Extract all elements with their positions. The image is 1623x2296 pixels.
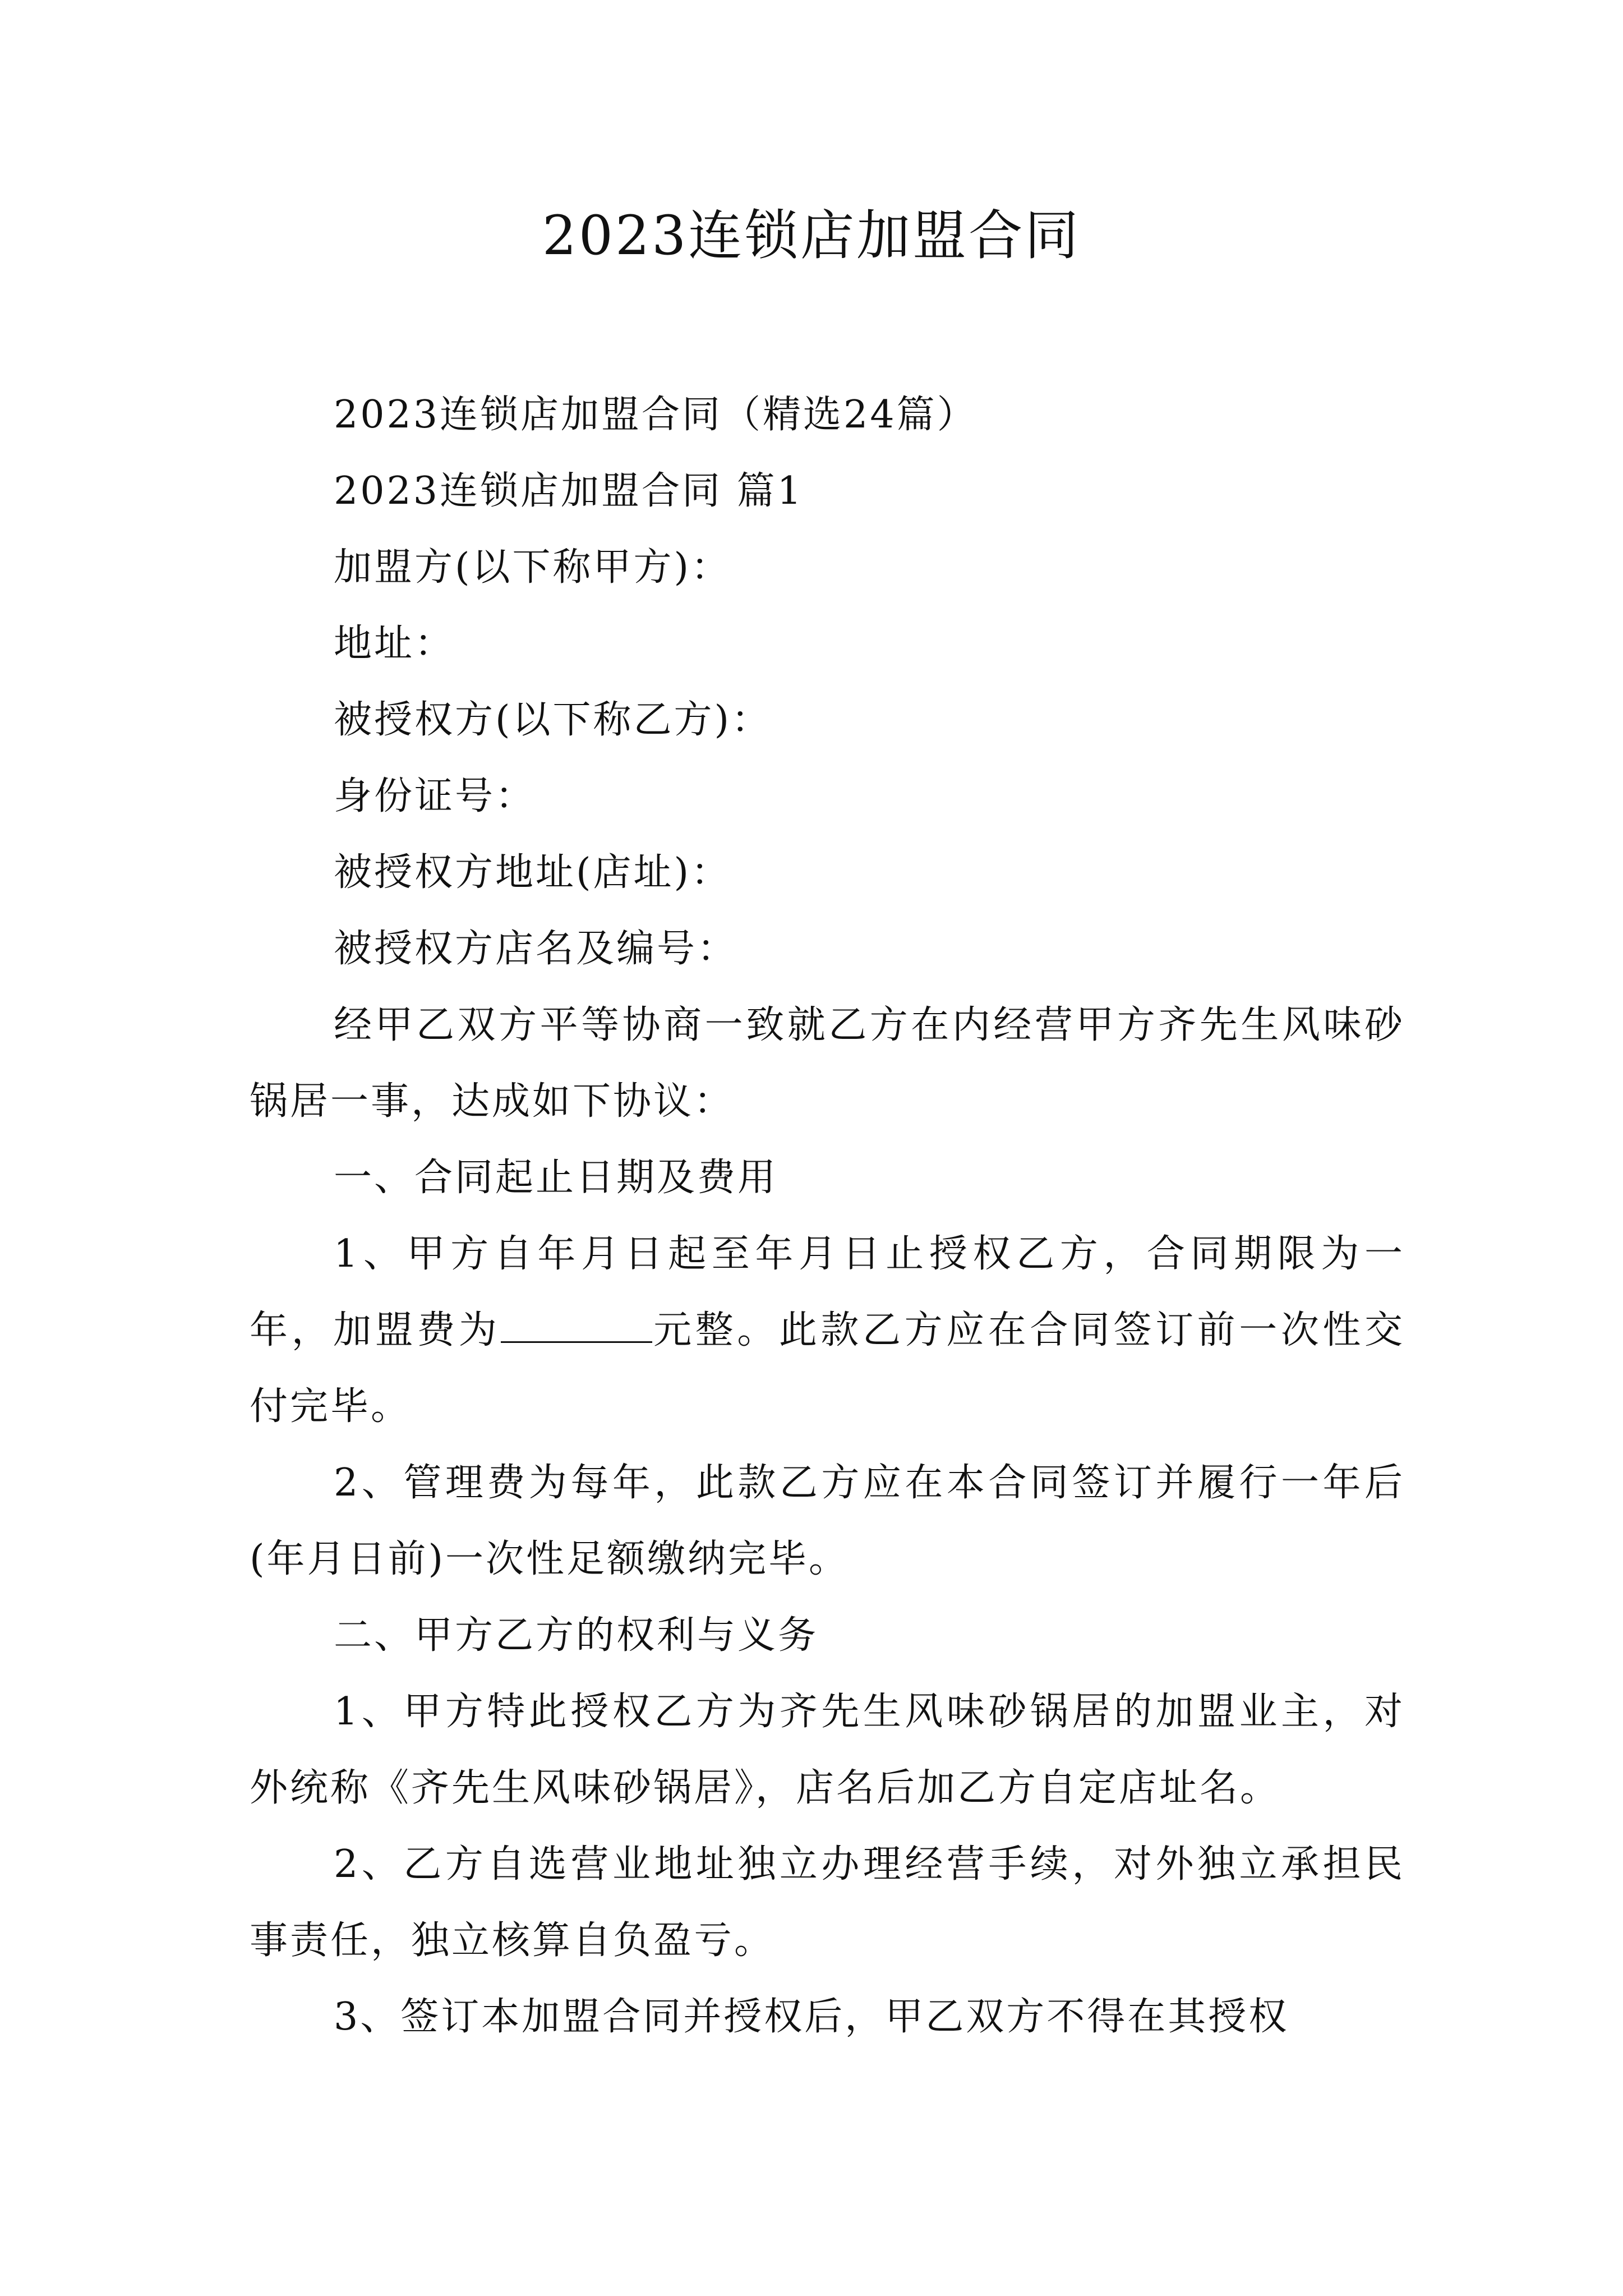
clause-1-1-text-a: 1、甲方自年月日起至年月日止授权乙方，合同期限为一年，加盟费为 bbox=[250, 1232, 1405, 1352]
paragraph-address: 地址： bbox=[334, 622, 455, 666]
paragraph-licensee: 被授权方(以下称乙方)： bbox=[334, 698, 772, 742]
paragraph-heading-two: 二、甲方乙方的权利与义务 bbox=[334, 1613, 819, 1658]
paragraph-agreement-intro: 经甲乙双方平等协商一致就乙方在内经营甲方齐先生风味砂锅居一事，达成如下协议： bbox=[250, 1003, 1405, 1124]
paragraph-clause-1-1 bbox=[250, 1216, 1405, 1445]
fee-blank-line bbox=[501, 1308, 652, 1343]
paragraph-licensee-address: 被授权方地址(店址)： bbox=[334, 850, 732, 895]
document-title: 2023连锁店加盟合同 bbox=[542, 204, 1081, 267]
paragraph-clause-2-3: 3、签订本加盟合同并授权后，甲乙双方不得在其授权 bbox=[334, 1995, 1289, 2039]
clause-1-1-text-b: 元整。此款乙方应在合同签订前一次性交付完毕。 bbox=[250, 1308, 1405, 1429]
paragraph-subtitle: 2023连锁店加盟合同（精选24篇） bbox=[334, 393, 978, 437]
paragraph-section-heading: 2023连锁店加盟合同 篇1 bbox=[334, 469, 804, 513]
paragraph-store-name: 被授权方店名及编号： bbox=[334, 927, 738, 971]
paragraph-clause-1-2: 2、管理费为每年，此款乙方应在本合同签订并履行一年后(年月日前)一次性足额缴纳完毕。 bbox=[250, 1461, 1405, 1581]
document-body bbox=[250, 377, 1405, 2055]
paragraph-id-number: 身份证号： bbox=[334, 774, 536, 818]
paragraph-heading-one: 一、合同起止日期及费用 bbox=[334, 1156, 778, 1200]
paragraph-franchisor: 加盟方(以下称甲方)： bbox=[334, 545, 732, 590]
paragraph-clause-2-1: 1、甲方特此授权乙方为齐先生风味砂锅居的加盟业主，对外统称《齐先生风味砂锅居》，店名后加乙方自定店址名。 bbox=[250, 1690, 1405, 1810]
paragraph-clause-2-2: 2、乙方自选营业地址独立办理经营手续，对外独立承担民事责任，独立核算自负盈亏。 bbox=[250, 1842, 1405, 1963]
